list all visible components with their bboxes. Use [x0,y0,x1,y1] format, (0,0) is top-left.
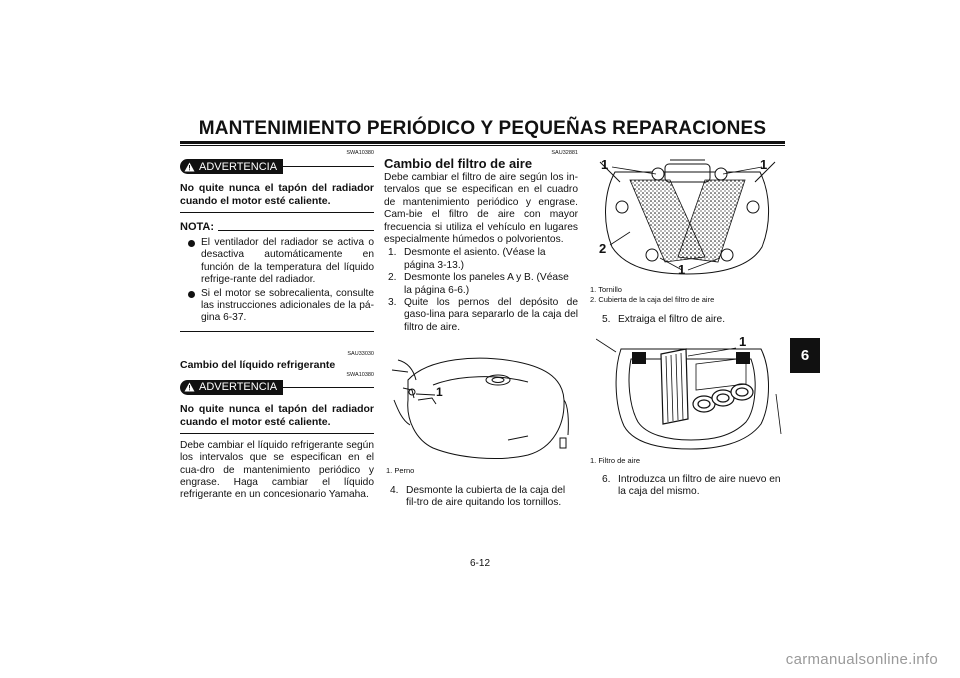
warning-end-line [180,433,374,434]
left-column [180,150,374,502]
callout-label: 2 [599,241,607,256]
callout-label: 1 [678,262,686,277]
page-title: MANTENIMIENTO PERIÓDICO Y PEQUEÑAS REPARACIONES [198,118,767,139]
air-filter-illustration [596,334,785,452]
warning-badge-label: ADVERTENCIA [199,160,278,173]
section-code: SAU32881 [551,150,578,156]
warning-triangle-icon [184,382,195,392]
airbox-cover-figure [590,152,785,280]
nota-item: Si el motor se sobrecalienta, consulte las instrucciones adicionales de la pá-gina 6-37. [188,288,374,325]
warning-end-line [180,212,374,213]
bullet-icon [188,291,195,298]
body-paragraph: Debe cambiar el filtro de aire según los in-tervalos que se especifican en el cuadro de mantenimiento periódico y engrase. Cam-bie el filtro de aire con mayor frecuencia si utiliza el vehículo en lugares especialmente húmedos o polvorientos. [384,172,578,246]
step-item: 5. Extraiga el filtro de aire. [602,314,726,325]
watermark: carmanualsonline.info [785,651,938,668]
step-item: 4. Desmonte la cubierta de la caja del fil-tro de aire quitando los tornillos. [390,485,566,509]
nota-label: NOTA: [180,221,215,233]
section-heading: Cambio del líquido refrigerante [180,358,336,371]
nota-header [180,221,374,233]
warning-triangle-icon [184,162,195,172]
step-item: 3. Quite los pernos del depósito de gaso-lina para separarlo de la caja del filtro de aire. [388,297,578,333]
chapter-tab: 6 [790,338,820,373]
warning-text: No quite nunca el tapón del radiador cuando el motor esté caliente. [180,402,374,428]
page-number: 6-12 [469,558,490,569]
bullet-icon [188,240,195,247]
nota-item: El ventilador del radiador se activa o desactiva automáticamente en función de la temperatura del líquido refrige-rante del radiador. [188,237,374,287]
step-item: 1. Desmonte el asiento. (Véase la página 3-13.) [388,247,546,271]
title-rule-thin [180,145,785,146]
step-list [384,247,578,334]
step-item: 6. Introduzca un filtro de aire nuevo en la caja del mismo. [602,474,781,498]
step-item: 2. Desmonte los paneles A y B. (Véase la página 6-6.) [388,272,569,296]
warning-line [283,387,374,388]
fuel-tank-illustration [388,340,578,463]
section-heading: Cambio del filtro de aire [384,156,533,171]
warning-badge [180,159,283,174]
figure-caption: 1. Filtro de aire [590,456,641,465]
title-rule [180,141,785,144]
callout-label: 1 [739,334,747,349]
nota-line [218,230,374,231]
callout-label: 1 [601,157,609,172]
warning-code: SWA10380 [346,150,374,156]
warning-text: No quite nunca el tapón del radiador cuando el motor esté caliente. [180,182,374,207]
air-filter-figure [596,334,785,452]
warning-code: SWA10380 [346,371,374,378]
callout-label: 1 [760,157,768,172]
warning-line [283,166,374,167]
callout-label: 1 [436,385,443,399]
nota-end-line [180,331,374,332]
section-code: SAU33030 [347,350,374,357]
nota-list [180,237,374,325]
figure-caption: 2. Cubierta de la caja del filtro de aire [590,295,715,304]
fuel-tank-figure [388,340,578,463]
warning-header [180,159,374,174]
body-paragraph: Debe cambiar el líquido refrigerante según los intervalos que se especifican en el cua-dro de mantenimiento periódico y engrase. Haga cambiar el líquido refrigerante en un concesionario Yamaha. [180,439,374,501]
warning-badge [180,380,283,395]
figure-caption: 1. Perno [386,466,415,475]
airbox-cover-illustration [590,152,785,280]
warning-badge-label: ADVERTENCIA [199,381,278,394]
figure-caption: 1. Tornillo [590,285,622,294]
warning-header [180,380,374,395]
middle-column [384,150,578,334]
